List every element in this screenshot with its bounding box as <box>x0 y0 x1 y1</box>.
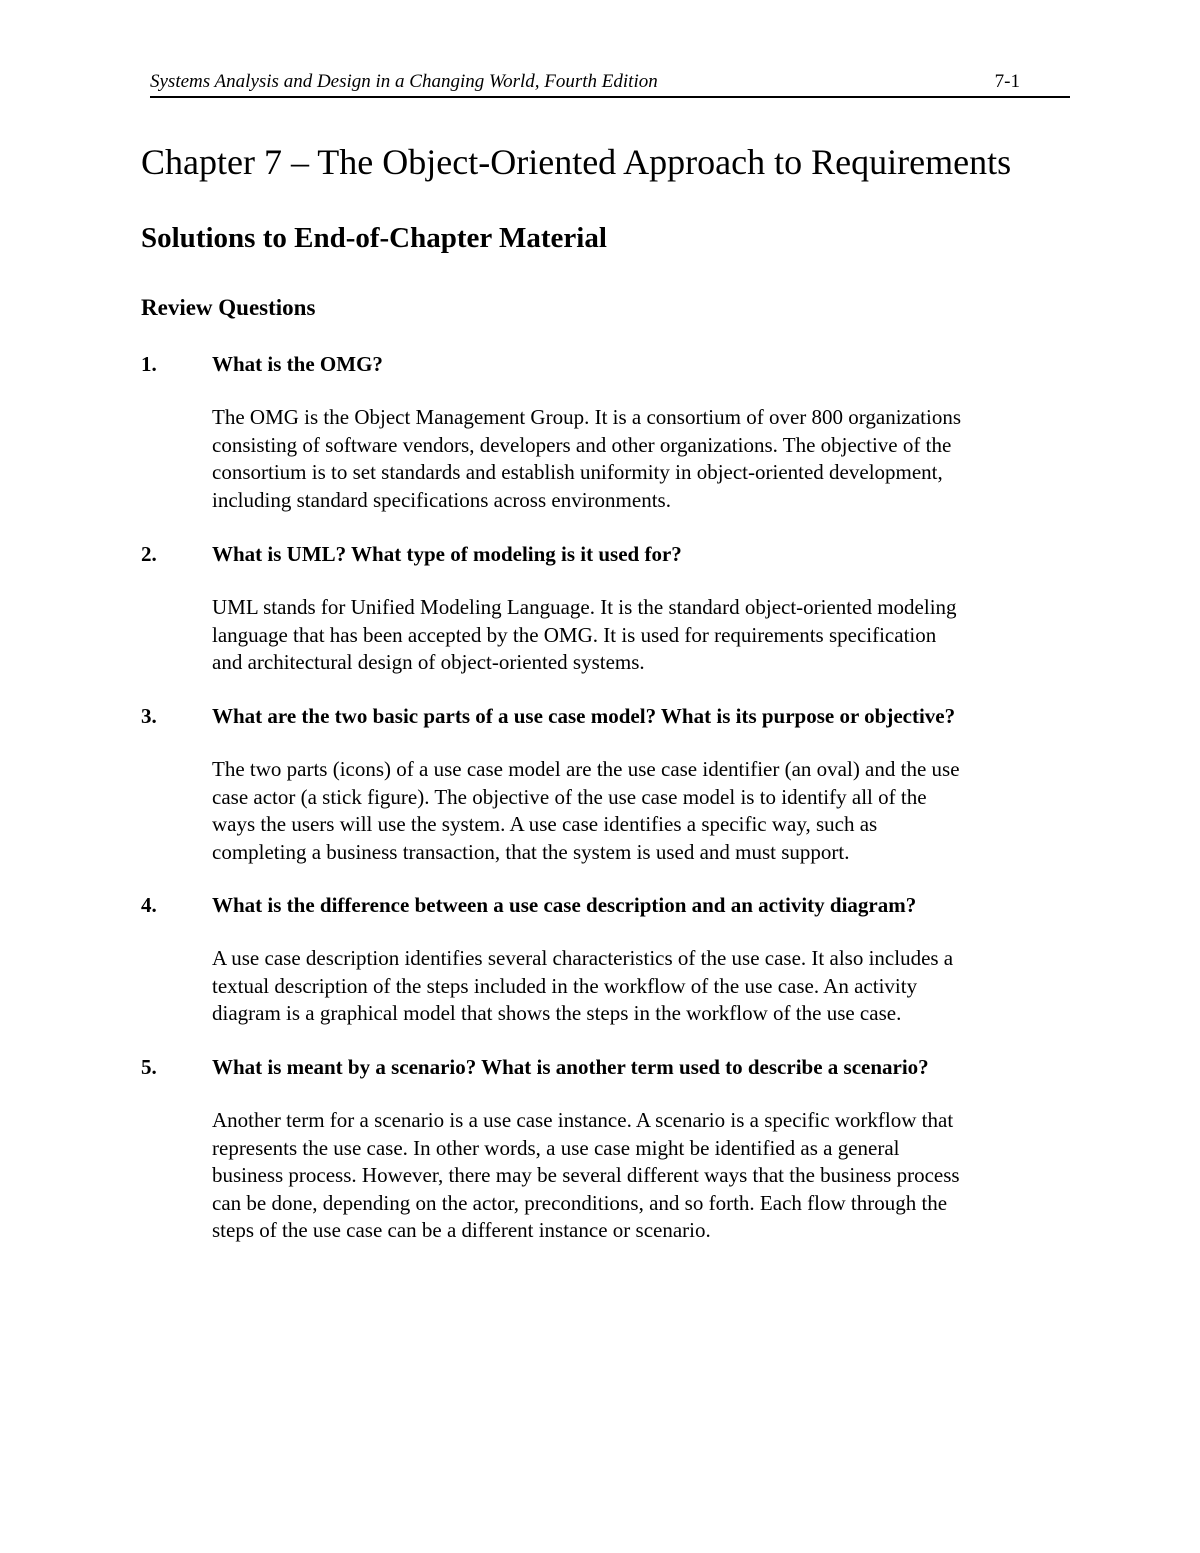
question-number: 2. <box>141 542 157 566</box>
question-text: What is UML? What type of modeling is it used for? <box>212 542 682 566</box>
answer-paragraph <box>212 1107 1062 1245</box>
answer-line: steps of the use case can be a different instance or scenario. <box>212 1218 711 1242</box>
question-block-2 <box>141 540 1071 677</box>
question-block-1 <box>141 350 1071 514</box>
answer-line: diagram is a graphical model that shows the steps in the workflow of the use case. <box>212 1001 902 1025</box>
question-block-3 <box>141 702 1071 866</box>
question-row <box>141 350 1071 380</box>
answer-line: Another term for a scenario is a use case instance. A scenario is a specific workflow that <box>212 1108 954 1132</box>
question-text: What is the difference between a use case description and an activity diagram? <box>212 893 917 917</box>
question-block-5 <box>141 1053 1071 1245</box>
answer-line: can be done, depending on the actor, preconditions, and so forth. Each flow through the <box>212 1190 948 1215</box>
answer-line: textual description of the steps included in the workflow of the use case. An activity <box>212 973 918 998</box>
question-text: What is meant by a scenario? What is another term used to describe a scenario? <box>212 1055 929 1079</box>
question-row <box>141 1053 1071 1083</box>
answer-paragraph <box>212 404 1062 514</box>
answer-line: business process. However, there may be several different ways that the business process <box>212 1163 960 1187</box>
answer-line: language that has been accepted by the OMG. It is used for requirements specification <box>212 622 937 647</box>
question-text: What are the two basic parts of a use case model? What is its purpose or objective? <box>212 704 956 728</box>
header-book-title: Systems Analysis and Design in a Changing World, Fourth Edition <box>150 71 658 92</box>
answer-line: The two parts (icons) of a use case model are the use case identifier (an oval) and the use <box>212 757 960 781</box>
answer-line: completing a business transaction, that the system is used and must support. <box>212 839 850 864</box>
question-number: 1. <box>141 352 157 376</box>
header-page-number: 7-1 <box>994 71 1020 92</box>
question-number: 4. <box>141 893 157 917</box>
answer-line: UML stands for Unified Modeling Language. It is the standard object-oriented modeling <box>212 595 957 619</box>
question-row <box>141 540 1071 570</box>
question-row <box>141 891 1071 921</box>
review-questions-heading: Review Questions <box>141 295 316 320</box>
answer-line: consortium is to set standards and establish uniformity in object-oriented development, <box>212 460 943 484</box>
answer-line: ways the users will use the system. A use case identifies a specific way, such as <box>212 812 878 836</box>
running-header <box>150 70 1070 98</box>
question-number: 5. <box>141 1055 157 1079</box>
answer-line: and architectural design of object-oriented systems. <box>212 650 645 674</box>
answer-paragraph <box>212 756 1062 866</box>
answer-line: represents the use case. In other words, a use case might be identified as a general <box>212 1135 900 1160</box>
answer-paragraph <box>212 594 1062 677</box>
question-number: 3. <box>141 704 157 728</box>
question-text: What is the OMG? <box>212 352 383 376</box>
question-row <box>141 702 1071 732</box>
answer-paragraph <box>212 945 1062 1028</box>
answer-line: A use case description identifies several characteristics of the use case. It also includes a <box>212 946 954 970</box>
answer-line: consisting of software vendors, developers and other organizations. The objective of the <box>212 432 952 457</box>
solutions-heading: Solutions to End-of-Chapter Material <box>141 222 607 254</box>
answer-line: including standard specifications across environments. <box>212 487 671 512</box>
question-block-4 <box>141 891 1071 1028</box>
answer-line: case actor (a stick figure). The objective of the use case model is to identify all of the <box>212 784 927 809</box>
chapter-title: Chapter 7 – The Object-Oriented Approach to Requirements <box>141 142 1012 182</box>
answer-line: The OMG is the Object Management Group. It is a consortium of over 800 organizations <box>212 405 962 429</box>
